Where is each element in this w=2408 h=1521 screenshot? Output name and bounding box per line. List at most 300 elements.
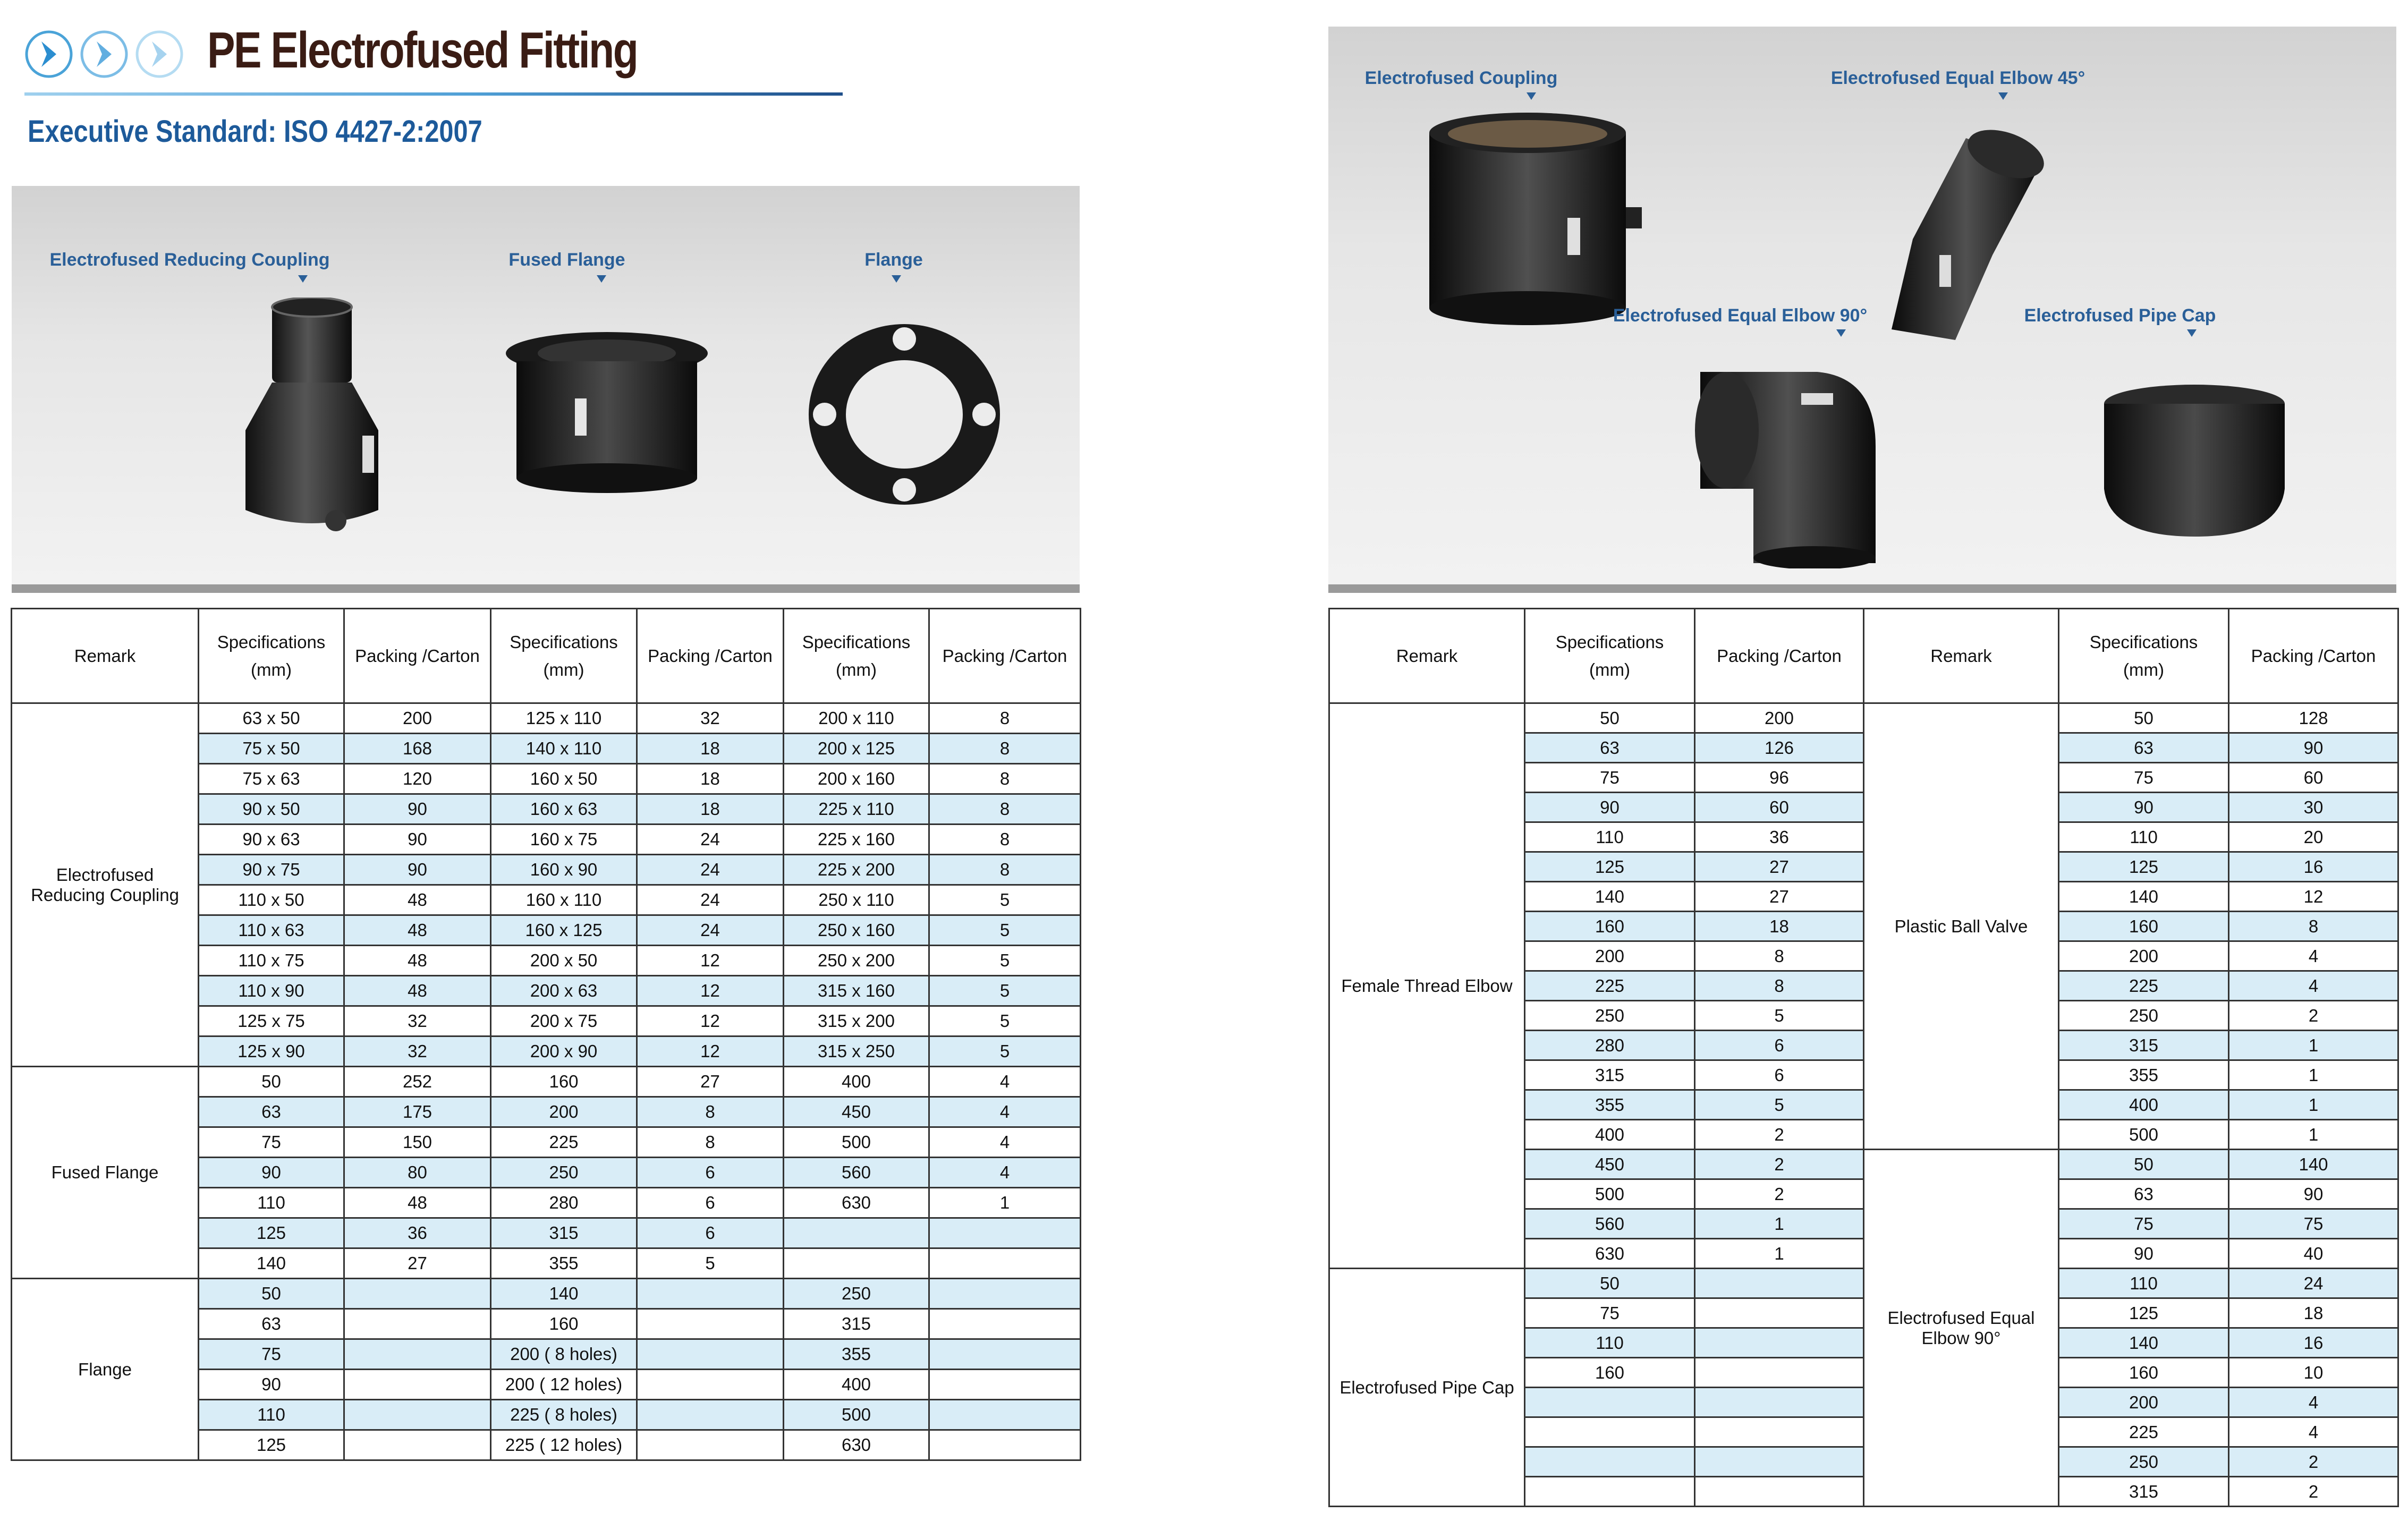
- table-cell: 450: [1525, 1150, 1695, 1179]
- table-cell: 200: [2059, 941, 2229, 971]
- table-cell: 1: [2229, 1031, 2398, 1060]
- table-cell: 50: [2059, 1150, 2229, 1179]
- panel-base-bar: [12, 584, 1080, 593]
- table-cell: 2: [1695, 1179, 1864, 1209]
- table-cell: 36: [1695, 822, 1864, 852]
- table-cell: 200 x 75: [491, 1006, 637, 1036]
- product-label: Electrofused Equal Elbow 45°: [1830, 68, 2085, 88]
- table-row: [1329, 703, 2398, 733]
- table-cell: [344, 1339, 491, 1370]
- table-cell: 8: [2229, 912, 2398, 941]
- table-cell: 75: [2059, 763, 2229, 793]
- table-cell: 8: [929, 764, 1081, 794]
- table-cell: 60: [1695, 793, 1864, 822]
- table-cell: 500: [1525, 1179, 1695, 1209]
- table-cell: 200 x 110: [784, 703, 929, 734]
- table-cell: 96: [1695, 763, 1864, 793]
- table-cell: 168: [344, 734, 491, 764]
- table-cell: 400: [1525, 1120, 1695, 1150]
- table-cell: 560: [1525, 1209, 1695, 1239]
- table-cell: 63: [2059, 1179, 2229, 1209]
- arrow-circle-icon: [80, 30, 129, 79]
- table-cell: [1695, 1477, 1864, 1507]
- table-cell: 125 x 75: [199, 1006, 344, 1036]
- table-cell: [1695, 1417, 1864, 1447]
- table-cell: 110: [2059, 1269, 2229, 1298]
- table-cell: 12: [637, 976, 784, 1006]
- header-cell: Remark: [1864, 609, 2059, 703]
- table-cell: 80: [344, 1158, 491, 1188]
- table-cell: 75: [2229, 1209, 2398, 1239]
- table-cell: 1: [929, 1188, 1081, 1218]
- table-cell: [1525, 1417, 1695, 1447]
- table-cell: 63: [199, 1309, 344, 1339]
- table-cell: 225 x 110: [784, 794, 929, 825]
- table-cell: 63: [199, 1097, 344, 1127]
- table-cell: 175: [344, 1097, 491, 1127]
- product-label: Fused Flange: [508, 250, 625, 270]
- header-cell: Packing /Carton: [2229, 609, 2398, 703]
- table-cell: 200 x 125: [784, 734, 929, 764]
- table-cell: 75: [199, 1127, 344, 1158]
- table-cell: 1: [2229, 1090, 2398, 1120]
- table-cell: 225 x 200: [784, 855, 929, 885]
- table-cell: 5: [637, 1248, 784, 1279]
- table-row: [12, 1279, 1081, 1309]
- table-cell: 160: [491, 1067, 637, 1097]
- product-label: Electrofused Equal Elbow 90°: [1613, 305, 1868, 326]
- table-cell: 200 x 90: [491, 1036, 637, 1067]
- table-cell: [1695, 1298, 1864, 1328]
- right-spec-table: [1328, 608, 2399, 1507]
- header-cell: Packing /Carton: [1695, 609, 1864, 703]
- table-cell: 160 x 90: [491, 855, 637, 885]
- table-cell: 250: [784, 1279, 929, 1309]
- table-cell: 18: [637, 734, 784, 764]
- table-cell: 6: [637, 1218, 784, 1248]
- table-cell: 2: [1695, 1120, 1864, 1150]
- table-cell: 250: [1525, 1001, 1695, 1031]
- table-cell: 500: [2059, 1120, 2229, 1150]
- header-cell: Packing /Carton: [344, 609, 491, 703]
- table-cell: 250: [491, 1158, 637, 1188]
- table-cell: 50: [1525, 703, 1695, 733]
- table-cell: 200 x 63: [491, 976, 637, 1006]
- pointer-triangle-icon: [298, 275, 308, 283]
- table-cell: 315: [2059, 1477, 2229, 1507]
- table-cell: 315 x 250: [784, 1036, 929, 1067]
- table-cell: 315 x 160: [784, 976, 929, 1006]
- table-cell: 315 x 200: [784, 1006, 929, 1036]
- table-cell: [929, 1370, 1081, 1400]
- product-label: Electrofused Pipe Cap: [2024, 305, 2216, 326]
- table-cell: 110 x 50: [199, 885, 344, 915]
- table-cell: 48: [344, 1188, 491, 1218]
- table-cell: 36: [344, 1218, 491, 1248]
- table-cell: [929, 1309, 1081, 1339]
- table-cell: 8: [929, 855, 1081, 885]
- table-cell: 40: [2229, 1239, 2398, 1269]
- table-cell: 18: [1695, 912, 1864, 941]
- table-cell: 90: [2059, 793, 2229, 822]
- table-cell: 5: [1695, 1090, 1864, 1120]
- table-cell: 4: [2229, 941, 2398, 971]
- table-cell: 225: [2059, 971, 2229, 1001]
- table-cell: 4: [2229, 1417, 2398, 1447]
- table-cell: 225: [491, 1127, 637, 1158]
- table-cell: 5: [929, 915, 1081, 946]
- table-cell: 450: [784, 1097, 929, 1127]
- table-header-row: [12, 609, 1081, 703]
- table-cell: 63 x 50: [199, 703, 344, 734]
- table-cell: 250: [2059, 1447, 2229, 1477]
- table-cell: 400: [784, 1067, 929, 1097]
- pointer-triangle-icon: [1998, 92, 2008, 100]
- table-cell: 2: [2229, 1447, 2398, 1477]
- table-cell: [637, 1430, 784, 1460]
- table-cell: 120: [344, 764, 491, 794]
- pointer-triangle-icon: [892, 275, 901, 283]
- table-cell: 75: [1525, 1298, 1695, 1328]
- table-cell: 110 x 63: [199, 915, 344, 946]
- table-cell: 225 x 160: [784, 825, 929, 855]
- table-cell: 200: [1695, 703, 1864, 733]
- table-cell: 2: [1695, 1150, 1864, 1179]
- table-cell: 48: [344, 976, 491, 1006]
- table-cell: 8: [929, 703, 1081, 734]
- table-cell: 250 x 200: [784, 946, 929, 976]
- table-cell: 5: [929, 946, 1081, 976]
- header-cell: Remark: [1329, 609, 1525, 703]
- table-cell: 110: [2059, 822, 2229, 852]
- table-cell: 125 x 90: [199, 1036, 344, 1067]
- table-cell: [344, 1279, 491, 1309]
- flange-ring-icon: [803, 319, 1005, 510]
- coupling-icon: [1424, 112, 1652, 335]
- remark-cell: Electrofused Pipe Cap: [1329, 1269, 1525, 1507]
- table-cell: 60: [2229, 763, 2398, 793]
- table-cell: 250 x 110: [784, 885, 929, 915]
- table-cell: [344, 1430, 491, 1460]
- table-cell: 90 x 63: [199, 825, 344, 855]
- pipe-cap-icon: [2099, 383, 2290, 542]
- table-cell: 110: [199, 1400, 344, 1430]
- table-cell: 160: [1525, 1358, 1695, 1388]
- table-cell: 225: [2059, 1417, 2229, 1447]
- table-cell: 160: [2059, 1358, 2229, 1388]
- table-cell: 630: [784, 1430, 929, 1460]
- table-cell: [929, 1279, 1081, 1309]
- table-cell: 630: [1525, 1239, 1695, 1269]
- table-cell: 27: [637, 1067, 784, 1097]
- table-cell: [1695, 1358, 1864, 1388]
- table-cell: 24: [2229, 1269, 2398, 1298]
- table-row: [12, 1067, 1081, 1097]
- table-cell: 160: [491, 1309, 637, 1339]
- table-cell: 140: [199, 1248, 344, 1279]
- remark-cell: Electrofused Equal Elbow 90°: [1864, 1150, 2059, 1507]
- table-cell: 5: [1695, 1001, 1864, 1031]
- table-cell: 140: [1525, 882, 1695, 912]
- table-cell: 48: [344, 915, 491, 946]
- table-cell: [784, 1248, 929, 1279]
- table-cell: 125: [1525, 852, 1695, 882]
- table-cell: 8: [929, 794, 1081, 825]
- table-cell: 90: [2229, 1179, 2398, 1209]
- table-cell: 500: [784, 1400, 929, 1430]
- table-cell: 1: [1695, 1239, 1864, 1269]
- table-cell: 200 x 160: [784, 764, 929, 794]
- table-header-row: [1329, 609, 2398, 703]
- table-cell: 110 x 75: [199, 946, 344, 976]
- table-cell: 18: [637, 764, 784, 794]
- table-cell: 90 x 75: [199, 855, 344, 885]
- table-cell: 4: [2229, 971, 2398, 1001]
- table-cell: 250 x 160: [784, 915, 929, 946]
- table-cell: 27: [1695, 882, 1864, 912]
- table-cell: 160: [2059, 912, 2229, 941]
- table-cell: [929, 1400, 1081, 1430]
- table-cell: 12: [637, 1006, 784, 1036]
- table-cell: 6: [1695, 1031, 1864, 1060]
- table-cell: 160 x 63: [491, 794, 637, 825]
- table-cell: 125: [199, 1218, 344, 1248]
- table-cell: [1525, 1388, 1695, 1417]
- page-title: PE Electrofused Fitting: [207, 22, 638, 79]
- table-cell: 8: [1695, 971, 1864, 1001]
- table-cell: 140: [491, 1279, 637, 1309]
- table-cell: 400: [2059, 1090, 2229, 1120]
- table-cell: 200 ( 12 holes): [491, 1370, 637, 1400]
- table-cell: [637, 1279, 784, 1309]
- table-cell: 5: [929, 1006, 1081, 1036]
- table-cell: 400: [784, 1370, 929, 1400]
- table-cell: 140: [2059, 1328, 2229, 1358]
- table-cell: 48: [344, 946, 491, 976]
- table-cell: [344, 1370, 491, 1400]
- table-cell: 315: [1525, 1060, 1695, 1090]
- table-cell: 50: [199, 1067, 344, 1097]
- table-cell: 280: [491, 1188, 637, 1218]
- header-cell: Specifications (mm): [491, 609, 637, 703]
- reducing-coupling-icon: [224, 298, 416, 542]
- table-cell: 16: [2229, 1328, 2398, 1358]
- table-cell: [1695, 1388, 1864, 1417]
- table-cell: 24: [637, 825, 784, 855]
- table-cell: 355: [2059, 1060, 2229, 1090]
- table-cell: 12: [637, 1036, 784, 1067]
- table-cell: 27: [1695, 852, 1864, 882]
- remark-cell: Flange: [12, 1279, 199, 1460]
- table-cell: 4: [929, 1067, 1081, 1097]
- table-cell: [637, 1370, 784, 1400]
- product-label: Electrofused Reducing Coupling: [49, 250, 330, 270]
- table-cell: 90: [199, 1158, 344, 1188]
- table-cell: [1695, 1447, 1864, 1477]
- table-cell: 8: [637, 1127, 784, 1158]
- table-cell: 125: [2059, 1298, 2229, 1328]
- table-cell: 160 x 50: [491, 764, 637, 794]
- panel-base-bar: [1328, 584, 2396, 593]
- table-cell: 110: [199, 1188, 344, 1218]
- table-cell: 24: [637, 885, 784, 915]
- product-label: Electrofused Coupling: [1364, 68, 1558, 88]
- table-cell: 32: [344, 1036, 491, 1067]
- table-cell: [929, 1430, 1081, 1460]
- table-cell: 160 x 110: [491, 885, 637, 915]
- table-cell: 315: [491, 1218, 637, 1248]
- table-cell: 5: [929, 1036, 1081, 1067]
- table-cell: 1: [2229, 1060, 2398, 1090]
- table-cell: 24: [637, 915, 784, 946]
- table-cell: 125 x 110: [491, 703, 637, 734]
- table-cell: 8: [637, 1097, 784, 1127]
- table-cell: 5: [929, 885, 1081, 915]
- table-cell: 2: [2229, 1477, 2398, 1507]
- table-cell: 50: [1525, 1269, 1695, 1298]
- product-photo-panel-right: [1328, 27, 2396, 584]
- pointer-triangle-icon: [1527, 92, 1536, 100]
- header-cell: Remark: [12, 609, 199, 703]
- table-cell: 560: [784, 1158, 929, 1188]
- table-cell: 27: [344, 1248, 491, 1279]
- arrow-circle-icon: [135, 30, 184, 79]
- table-cell: 4: [929, 1097, 1081, 1127]
- table-cell: 8: [929, 825, 1081, 855]
- table-cell: 48: [344, 885, 491, 915]
- header-arrows: [24, 30, 184, 79]
- table-cell: 18: [2229, 1298, 2398, 1328]
- pointer-triangle-icon: [597, 275, 606, 283]
- table-cell: 90: [199, 1370, 344, 1400]
- table-cell: 125: [2059, 852, 2229, 882]
- table-cell: 140 x 110: [491, 734, 637, 764]
- table-cell: 24: [637, 855, 784, 885]
- table-cell: 50: [2059, 703, 2229, 733]
- table-cell: 63: [2059, 733, 2229, 763]
- table-cell: 32: [637, 703, 784, 734]
- table-cell: 200: [344, 703, 491, 734]
- header-cell: Specifications (mm): [784, 609, 929, 703]
- table-cell: [929, 1218, 1081, 1248]
- table-cell: 150: [344, 1127, 491, 1158]
- table-cell: 90: [1525, 793, 1695, 822]
- table-cell: 90: [344, 855, 491, 885]
- table-cell: 315: [784, 1309, 929, 1339]
- table-cell: 110 x 90: [199, 976, 344, 1006]
- table-cell: 355: [491, 1248, 637, 1279]
- product-label: Flange: [864, 250, 923, 270]
- table-cell: [637, 1309, 784, 1339]
- table-cell: [637, 1339, 784, 1370]
- table-cell: 75: [2059, 1209, 2229, 1239]
- table-row: [12, 703, 1081, 734]
- table-cell: 160: [1525, 912, 1695, 941]
- table-cell: 4: [929, 1158, 1081, 1188]
- table-cell: 140: [2059, 882, 2229, 912]
- title-divider: [24, 92, 843, 96]
- header-cell: Specifications (mm): [1525, 609, 1695, 703]
- remark-cell: Female Thread Elbow: [1329, 703, 1525, 1269]
- table-cell: 90: [2229, 733, 2398, 763]
- table-cell: 75 x 63: [199, 764, 344, 794]
- table-cell: 160 x 125: [491, 915, 637, 946]
- table-cell: 225 ( 8 holes): [491, 1400, 637, 1430]
- table-cell: 200: [1525, 941, 1695, 971]
- table-cell: 252: [344, 1067, 491, 1097]
- header-cell: Packing /Carton: [929, 609, 1081, 703]
- table-cell: [929, 1248, 1081, 1279]
- table-cell: [1695, 1328, 1864, 1358]
- table-cell: 90: [344, 794, 491, 825]
- table-cell: 2: [2229, 1001, 2398, 1031]
- table-cell: 75: [1525, 763, 1695, 793]
- table-cell: 110: [1525, 822, 1695, 852]
- table-cell: 250: [2059, 1001, 2229, 1031]
- table-cell: 1: [1695, 1209, 1864, 1239]
- table-cell: 8: [929, 734, 1081, 764]
- table-cell: 125: [199, 1430, 344, 1460]
- table-cell: 280: [1525, 1031, 1695, 1060]
- table-cell: 8: [1695, 941, 1864, 971]
- table-cell: 12: [2229, 882, 2398, 912]
- table-cell: [1525, 1477, 1695, 1507]
- table-cell: [1525, 1447, 1695, 1477]
- table-cell: 200 x 50: [491, 946, 637, 976]
- table-cell: 225 ( 12 holes): [491, 1430, 637, 1460]
- table-cell: 200: [491, 1097, 637, 1127]
- table-cell: 126: [1695, 733, 1864, 763]
- table-cell: 50: [199, 1279, 344, 1309]
- table-cell: 20: [2229, 822, 2398, 852]
- table-cell: [929, 1339, 1081, 1370]
- table-cell: [637, 1400, 784, 1430]
- pointer-triangle-icon: [1836, 329, 1846, 337]
- table-cell: 500: [784, 1127, 929, 1158]
- header-cell: Specifications (mm): [199, 609, 344, 703]
- table-cell: 63: [1525, 733, 1695, 763]
- header-cell: Specifications (mm): [2059, 609, 2229, 703]
- header-cell: Packing /Carton: [637, 609, 784, 703]
- table-cell: 12: [637, 946, 784, 976]
- table-cell: 355: [784, 1339, 929, 1370]
- table-cell: 75: [199, 1339, 344, 1370]
- table-cell: 630: [784, 1188, 929, 1218]
- table-cell: 6: [637, 1158, 784, 1188]
- table-cell: [344, 1309, 491, 1339]
- table-cell: 6: [1695, 1060, 1864, 1090]
- table-cell: 5: [929, 976, 1081, 1006]
- table-cell: 160 x 75: [491, 825, 637, 855]
- table-cell: 200: [2059, 1388, 2229, 1417]
- table-cell: 315: [2059, 1031, 2229, 1060]
- arrow-circle-icon: [24, 30, 73, 79]
- table-cell: 128: [2229, 703, 2398, 733]
- table-cell: 355: [1525, 1090, 1695, 1120]
- table-cell: 1: [2229, 1120, 2398, 1150]
- table-cell: 18: [637, 794, 784, 825]
- product-photo-panel-left: [12, 186, 1080, 584]
- remark-cell: Plastic Ball Valve: [1864, 703, 2059, 1150]
- remark-cell: Electrofused Reducing Coupling: [12, 703, 199, 1067]
- table-cell: 4: [2229, 1388, 2398, 1417]
- table-cell: 30: [2229, 793, 2398, 822]
- table-cell: 32: [344, 1006, 491, 1036]
- table-cell: 90: [2059, 1239, 2229, 1269]
- table-cell: 6: [637, 1188, 784, 1218]
- table-cell: 110: [1525, 1328, 1695, 1358]
- table-cell: 75 x 50: [199, 734, 344, 764]
